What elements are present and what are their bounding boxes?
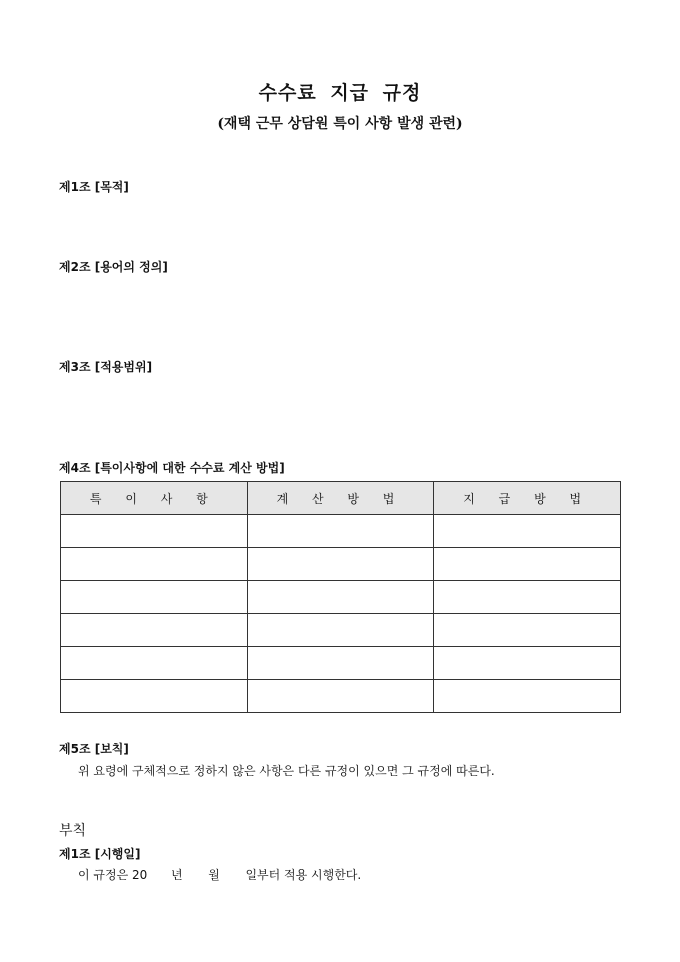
table-cell[interactable] (61, 581, 248, 614)
table-cell[interactable] (434, 515, 621, 548)
addendum-heading: 부칙 (59, 823, 87, 839)
table-cell[interactable] (61, 647, 248, 680)
table-cell[interactable] (61, 515, 248, 548)
table-cell[interactable] (434, 647, 621, 680)
column-header-special-case: 특 이 사 항 (61, 482, 248, 515)
table-cell[interactable] (247, 515, 434, 548)
document-subtitle: (재택 근무 상담원 특이 사항 발생 관련) (217, 116, 463, 132)
document-title: 수수료 지급 규정 (258, 82, 422, 104)
article-3-heading: 제3조 [적용범위] (59, 360, 153, 374)
effective-date-suffix: 일부터 적용 시행한다. (245, 868, 362, 882)
table-row (61, 614, 621, 647)
table-cell[interactable] (247, 680, 434, 713)
table-row (61, 515, 621, 548)
table-row (61, 680, 621, 713)
table-cell[interactable] (247, 548, 434, 581)
table-cell[interactable] (247, 614, 434, 647)
table-row (61, 581, 621, 614)
month-label: 월 (208, 868, 220, 882)
article-4-heading: 제4조 [특이사항에 대한 수수료 계산 방법] (59, 461, 285, 475)
column-header-payment-method: 지 급 방 법 (434, 482, 621, 515)
table-row (61, 647, 621, 680)
addendum-article-1-heading: 제1조 [시행일] (59, 847, 141, 861)
table-cell[interactable] (247, 647, 434, 680)
table-cell[interactable] (61, 614, 248, 647)
article-5-text: 위 요령에 구체적으로 정하지 않은 사항은 다른 규정이 있으면 그 규정에 따른다. (78, 764, 495, 778)
article-1-heading: 제1조 [목적] (59, 180, 129, 194)
table-cell[interactable] (434, 614, 621, 647)
table-header-row (61, 482, 621, 515)
effective-date-prefix: 이 규정은 20 (78, 868, 148, 882)
article-5-heading: 제5조 [보칙] (59, 742, 129, 756)
effective-date-line (78, 866, 361, 883)
column-header-calculation-method: 계 산 방 법 (247, 482, 434, 515)
table-cell[interactable] (61, 548, 248, 581)
table-cell[interactable] (434, 581, 621, 614)
table-cell[interactable] (61, 680, 248, 713)
article-2-heading: 제2조 [용어의 정의] (59, 260, 168, 274)
table-cell[interactable] (434, 548, 621, 581)
table-cell[interactable] (434, 680, 621, 713)
fee-calculation-table (60, 481, 621, 713)
year-label: 년 (170, 868, 183, 882)
table-cell[interactable] (247, 581, 434, 614)
table-row (61, 548, 621, 581)
